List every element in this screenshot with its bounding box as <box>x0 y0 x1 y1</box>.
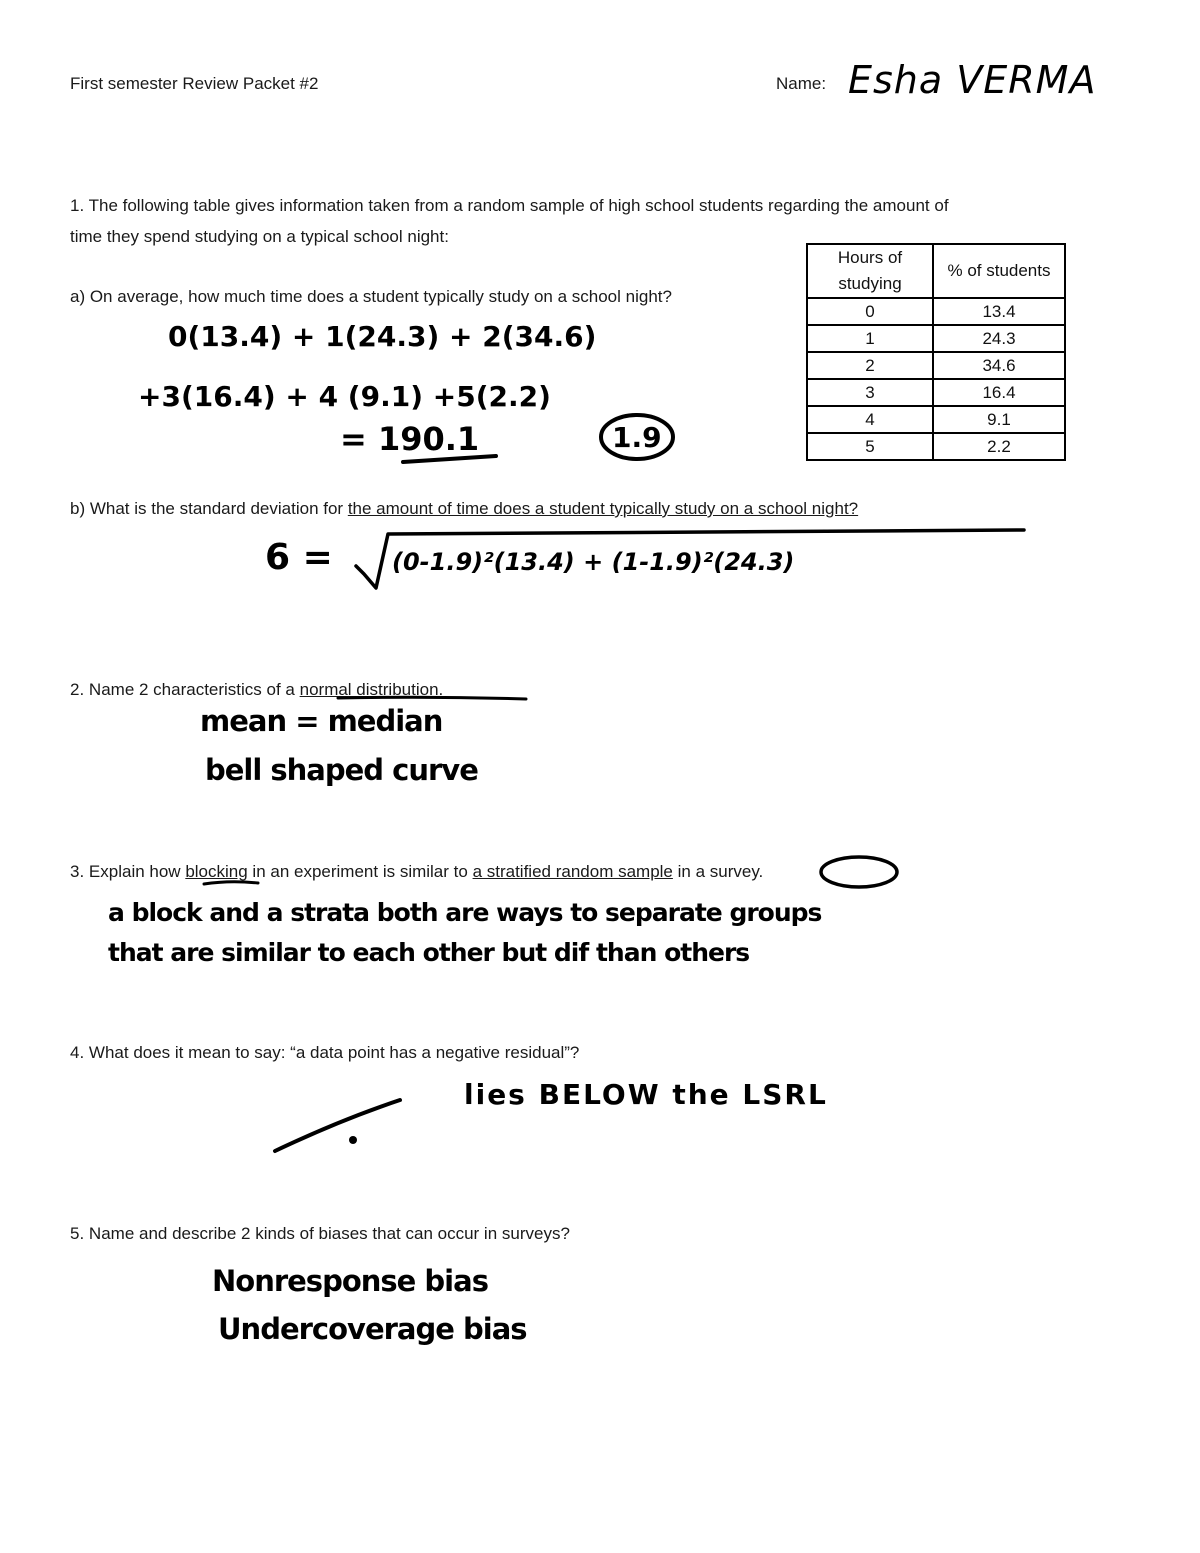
q4-question <box>70 1043 579 1063</box>
name-label: Name: <box>776 74 827 93</box>
q4-number: 4. <box>70 1043 85 1062</box>
q3-question <box>70 862 763 882</box>
q2-underlined: normal distribution. <box>299 680 444 699</box>
q4-text: What does it mean to say: “a data point has a negative residual”? <box>88 1043 580 1062</box>
table-cell-percent: 2.2 <box>933 433 1065 460</box>
table-cell-percent: 34.6 <box>933 352 1065 379</box>
q3-survey: survey. <box>709 862 764 881</box>
q3-part3: in an experiment is similar to <box>247 862 473 881</box>
q1b-work: (0-1.9)²(13.4) + (1-1.9)²(24.3) <box>392 548 795 576</box>
q5-answer-line2: Undercoverage bias <box>218 1312 527 1346</box>
table-cell-percent: 9.1 <box>933 406 1065 433</box>
data-point-dot <box>349 1136 357 1144</box>
q1b-question <box>70 499 858 519</box>
table-cell-percent: 24.3 <box>933 325 1065 352</box>
q1a-answer: 1.9 <box>612 421 662 454</box>
page-title: First semester Review Packet #2 <box>70 74 319 93</box>
table-header-row <box>807 244 1065 298</box>
q1b-sigma: 6 = <box>265 537 333 578</box>
q2-question <box>70 680 443 700</box>
table-row <box>807 406 1065 433</box>
table-row <box>807 433 1065 460</box>
q1-text-line1: The following table gives information taken from a random sample of high school students regarding the amount of <box>88 196 949 215</box>
table-cell-hours: 1 <box>807 325 933 352</box>
q3-part1: Explain how <box>88 862 186 881</box>
q1a-work-line1: 0(13.4) + 1(24.3) + 2(34.6) <box>168 320 597 353</box>
underline-stroke <box>204 882 258 884</box>
q4-answer: lies BELOW the LSRL <box>464 1078 828 1111</box>
table-cell-hours: 3 <box>807 379 933 406</box>
q1b-underlined: the amount of time does a student typically study on a school night? <box>347 499 859 518</box>
table-cell-hours: 2 <box>807 352 933 379</box>
q2-answer-line1: mean = median <box>200 704 443 738</box>
q2-prefix: Name 2 characteristics of a <box>88 680 300 699</box>
circle-stroke <box>821 857 897 887</box>
q3-number: 3. <box>70 862 85 881</box>
q1a-question: a) On average, how much time does a student typically study on a school night? <box>70 287 672 306</box>
q5-answer-line1: Nonresponse bias <box>212 1264 488 1298</box>
q3-answer-line1: a block and a strata both are ways to separate groups <box>108 898 822 927</box>
q3-answer-line2: that are similar to each other but dif than others <box>108 938 750 967</box>
table-header-percent: % of students <box>933 244 1065 298</box>
q1-text-line2: time they spend studying on a typical school night: <box>70 227 449 246</box>
q1-line1 <box>70 196 949 216</box>
table-row <box>807 379 1065 406</box>
q1a-work-line2: +3(16.4) + 4 (9.1) +5(2.2) <box>138 380 551 413</box>
table-cell-hours: 4 <box>807 406 933 433</box>
q3-stratified: a stratified random sample <box>472 862 673 881</box>
q2-answer-line2: bell shaped curve <box>205 753 478 787</box>
q2-number: 2. <box>70 680 85 699</box>
table-row <box>807 298 1065 325</box>
q5-text: Name and describe 2 kinds of biases that can occur in surveys? <box>88 1224 570 1243</box>
table-cell-hours: 5 <box>807 433 933 460</box>
table-cell-hours: 0 <box>807 298 933 325</box>
q1-number: 1. <box>70 196 85 215</box>
student-name: Esha VERMA <box>848 58 1097 102</box>
table-row <box>807 325 1065 352</box>
table-header-hours: Hours of studying <box>807 244 933 298</box>
q1b-prefix: b) What is the standard deviation for <box>70 499 348 518</box>
table-cell-percent: 13.4 <box>933 298 1065 325</box>
q1a-work-line3: = 190.1 <box>340 420 480 458</box>
q3-blocking: blocking <box>185 862 248 881</box>
regression-line-sketch <box>275 1100 400 1151</box>
q5-question <box>70 1224 570 1244</box>
q3-part5: in a <box>672 862 710 881</box>
table-cell-percent: 16.4 <box>933 379 1065 406</box>
q5-number: 5. <box>70 1224 85 1243</box>
table-row <box>807 352 1065 379</box>
study-hours-table <box>806 243 1066 461</box>
